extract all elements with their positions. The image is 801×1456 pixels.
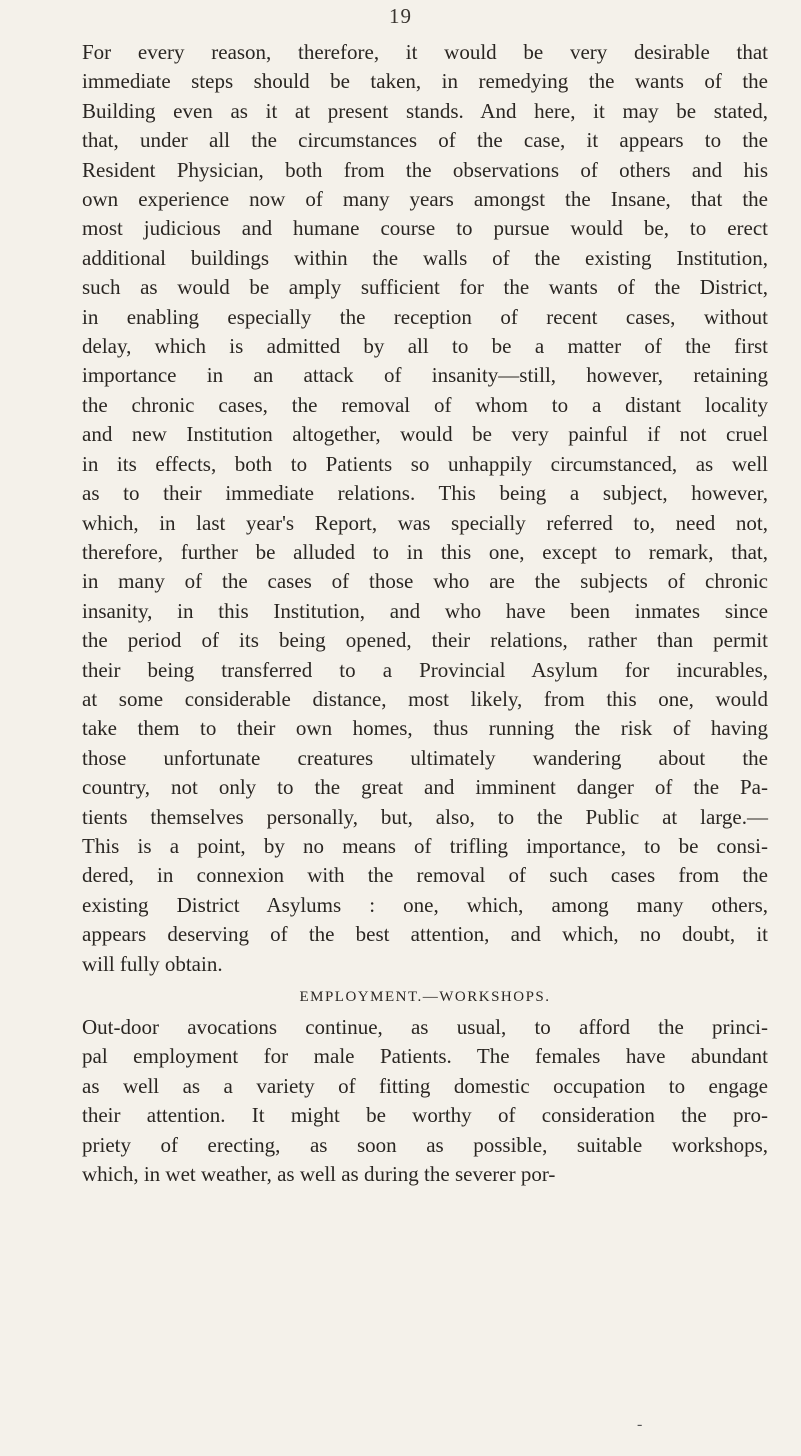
text-line: their attention. It might be worthy of consideration the pro- — [82, 1103, 768, 1128]
text-line: as to their immediate relations. This being a subject, however, — [82, 481, 768, 506]
paragraph-1 — [82, 38, 768, 979]
text-line: additional buildings within the walls of the existing Institution, — [82, 245, 768, 270]
text-line: tients themselves personally, but, also, to the Public at large.— — [82, 804, 768, 829]
paragraph-2 — [82, 1013, 768, 1189]
text-line: which, in last year's Report, was specially referred to, need not, — [82, 510, 768, 535]
text-line: pal employment for male Patients. The females have abundant — [82, 1044, 768, 1069]
text-line: those unfortunate creatures ultimately wandering about the — [82, 745, 768, 770]
text-line: insanity, in this Institution, and who have been inmates since — [82, 598, 768, 623]
text-line: which, in wet weather, as well as during the severer por- — [82, 1162, 556, 1187]
text-line: Resident Physician, both from the observations of others and his — [82, 157, 768, 182]
text-line: in enabling especially the reception of recent cases, without — [82, 304, 768, 329]
text-line: that, under all the circumstances of the case, it appears to the — [82, 128, 768, 153]
text-line: as well as a variety of fitting domestic occupation to engage — [82, 1073, 768, 1098]
text-line: take them to their own homes, thus running the risk of having — [82, 716, 768, 741]
text-line: priety of erecting, as soon as possible, suitable workshops, — [82, 1132, 768, 1157]
section-heading: EMPLOYMENT.—WORKSHOPS. — [299, 989, 551, 1005]
text-line: most judicious and humane course to pursue would be, to erect — [82, 216, 768, 241]
text-line: delay, which is admitted by all to be a matter of the first — [82, 334, 768, 359]
stray-mark: - — [637, 1416, 643, 1433]
text-line: at some considerable distance, most likely, from this one, would — [82, 686, 768, 711]
text-line: such as would be amply sufficient for the wants of the District, — [82, 275, 768, 300]
text-line: Building even as it at present stands. And here, it may be stated, — [82, 98, 768, 123]
text-line: existing District Asylums : one, which, among many others, — [82, 892, 768, 917]
text-line: For every reason, therefore, it would be very desirable that — [82, 40, 768, 64]
text-line: This is a point, by no means of trifling importance, to be consi- — [82, 833, 768, 858]
text-line: therefore, further be alluded to in this one, except to remark, that, — [82, 539, 768, 564]
text-line: the period of its being opened, their relations, rather than permit — [82, 628, 768, 653]
text-line: appears deserving of the best attention, and which, no doubt, it — [82, 922, 768, 947]
text-line: immediate steps should be taken, in remedying the wants of the — [82, 69, 768, 94]
text-line: country, not only to the great and imminent danger of the Pa- — [82, 775, 768, 800]
text-line: Out-door avocations continue, as usual, to afford the princi- — [82, 1015, 768, 1039]
text-line: the chronic cases, the removal of whom to a distant locality — [82, 392, 768, 417]
text-line: in many of the cases of those who are the subjects of chronic — [82, 569, 768, 594]
text-line: and new Institution altogether, would be very painful if not cruel — [82, 422, 768, 447]
text-line: dered, in connexion with the removal of such cases from the — [82, 863, 768, 888]
text-line: will fully obtain. — [82, 951, 223, 976]
text-line: in its effects, both to Patients so unhappily circumstanced, as well — [82, 451, 768, 476]
text-line: own experience now of many years amongst the Insane, that the — [82, 187, 768, 212]
text-line: their being transferred to a Provincial Asylum for incurables, — [82, 657, 768, 682]
page-body — [82, 38, 768, 1189]
page-number: 19 — [389, 4, 412, 28]
text-line: importance in an attack of insanity—still, however, retaining — [82, 363, 768, 388]
